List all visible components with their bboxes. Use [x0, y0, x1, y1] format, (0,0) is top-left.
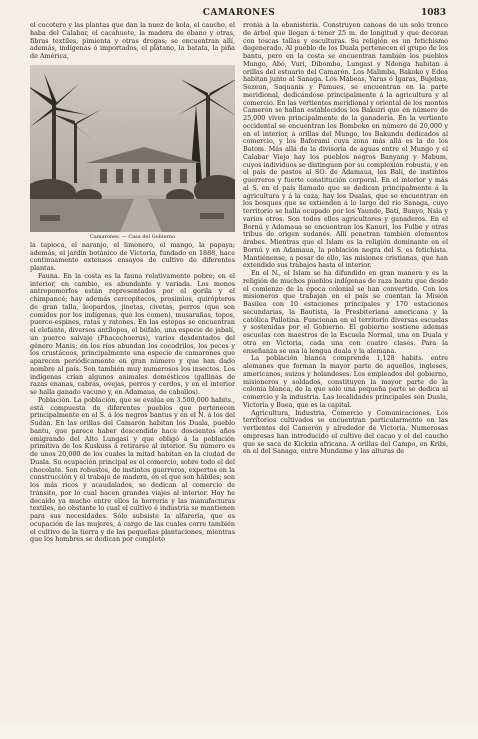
right-column [243, 22, 448, 722]
paragraph: la tapioca, el naranjo, el limonero, el mango, la papaya; además, el jardín botánico de Victoria, fundado en 1888, hace continuamente extensos ensayos de cultivo de diferentes plantas. [30, 240, 235, 272]
paragraph: En el N., el Islam se ha difundido en gran manera y es la religión de muchos pueblos indígenas de raza bantu que desde el comienzo de la época colonial se han convertido. Con los misioneros que trabajan en el país se cuentan la Misión Basilea con 10 estaciones principales y 170 estaciones secundarias, la Bautista, la Presbiteriana americana y la católica Pallotina. Funcionan en el territorio diversas escuelas y sostenidas por el Gobierno. El gobierno sostiene además escuelas con maestros de la Escuela Normal, una en Duala y otra en Victoria, cada una con cuatro clases. Para la enseñanza se usa la lengua duala y la alemana. [243, 269, 448, 355]
page-header [0, 8, 478, 22]
paragraph: Fauna. En la costa es la fauna relativamente pobre; en el interior, en cambio, es abundante y variada. Los monos antropomorfos están representados por el gorila y el chimpancé; hay además cercopitecos, prosimios, quirópteros de gran talla, leopardos, jinetas, civetas, perros (que son comidos por los indígenas, que los comen), musarañas, topos, puerco-espines, ratas y ratones. En las estepas se encuentran el elefante, diversos antílopes, el búfalo, una especie de jabalí, un puerco salvaje (Phacochoerus), varios desdentados del género Manis; en los ríos abundan los cocodrilos, los peces y los crustáceos, principalmente una especie de camarones que aparecen periódicamente en gran número y que han dado nombre al país. Son también muy numerosos los insectos. Los indígenas crían algunos animales domésticos (gallinas de razas enanas, cabras, ovejas, perros y cerdos, y en el interior se halla ganado vacuno y, en Adamaua, de caballos). [30, 271, 235, 396]
left-column [30, 22, 235, 722]
paragraph: Agricultura, Industria, Comercio y Comunicaciones. Los territorios cultivados se encuentran particularmente en las vertientes del Camerón y alrededor de Victoria. Numerosas empresas han introducido el cultivo del cacao y el del caucho que se saca de Kickxia africana. A orillas del Campo, en Kribi, en el del Sanaga, entre Mundame y las alturas de [243, 408, 448, 456]
running-title: CAMARONES [202, 8, 276, 18]
paragraph: La población blanca comprende 1,128 habits. entre alemanes que forman la mayor parte de aquellos, ingleses, americanos, suizos y holandeses. Los empleados del gobierno, misioneros y soldados, constituyen la mayor parte de la colonia blanca, de la que sólo una pequeña parte se dedica al comercio y la industria. Las localidades principales son Duala, Victoria y Buea, que es la capital. [243, 354, 448, 409]
paragraph: Población. La población, que se evalúa en 3.500,000 habits., está compuesta de diferentes pueblos que pertenecen principalmente en el S. á los negros bantus y en el N. á los del Sudán. En las orillas del Camarón habitan los Duala, pueblo bantu, que parece haber descendido hace doscientos años emigrando del Alto Lungasi y que obligó á la población primitiva de los Kuskuss á retirarse al interior. Su número es de unos 20,000 de los cuales la mitad habitan en la ciudad de Duala. Su ocupación principal es el comercio, sobre todo el del chocolate. Son robustos, de instintos guerreros, expertos en la construcción y el trabajo de madera, en el que son hábiles; son los más ricos y acaudalados, se dedican al comercio de tránsito, por lo cual hacen grandes viajes al interior. Hoy he decaído ya mucho entre ellos la herrería y las manufacturas textiles, no obstante lo cual el cultivo é industria se mantienen para sus necesidades. Sólo subsiste la alfarería, que es ocupación de las mujeres, á cargo de las cuales corre también el cultivo de la tierra y de las pequeñas plantaciones, mientras que los hombres se dedican por completo [30, 395, 235, 544]
bottom-margin [0, 723, 478, 739]
paragraph: el cocotero y las plantas que dan la nuez de kola, el caucho, el haba del Calabar, el cacahuete, la madera de ébano y otras, fibras textiles, pimienta y otras drogas; se encuentran allí, además, indígenas ó importados, el plátano, la batata, la piña de América, [30, 22, 235, 60]
photo-illustration [30, 65, 235, 232]
government-house-photo [30, 65, 235, 232]
paragraph: rronia á la ebanistería. Construyen canoas de un solo tronco de árbol que llegan á tener 25 m. de longitud y que decoran con toscas tallas y esculturas. Su religión es un fetichismo degenerado. Al pueblo de los Duala pertenecen el grupo de los bantu, pero en la costa se encuentran también los pueblos Mungo, Abó, Vuri, Dibombo, Lungasi y Ndonga habitan á orillas del estuario del Camarón. Los Malimba, Bakoko y Edea habitan junto al Sanaga. Los Mabeas, Yaras ó Igaras, Bujebas, Sezeun, Saquanis y Pamues, se encuentran en la parte meridional, dedicándose principalmente á la agricultura y al comercio. En las vertientes meridional y oriental de los montes Camerón se hallan establecidos los Bakuiri que en número de 25,000 viven principalmente de la ganadería. En la vertiente occidental se encuentran los Bomboko en número de 20,000 y en el interior, á orillas del Mungo, los Bakundu dedicados al comercio, y los Baforami cuya zona más allá es la de los Batom. Más allá de la divisoria de aguas entre el Mungo y el Calabar Viejo hay los pueblos negros Banyang y Mabum, cuyos individuos se distinguen por su complexión robusta, y en el país de pastos al SO. de Adamaua, los Balí, de instintos guerreros y fuerte constitución corporal. En el interior y más al S. en el país llamado que se dedican principalmente á la agricultura y á la caza, hay los Dualas, que se encuentran en los bosques que se extienden á lo largo del río Sanaga, cuyo territorio se halla ocupado por los Yaunde, Bati, Banyo, Nsla y varios otros. Son todos ellos agricultores y ganaderos. En el Bornú y Adamaua se encuentran los Kanuri, los Fulbe y otras tribus de origen sudanés. Allí penetran también elementos árabes. Mientras que el Islam es la religión dominante en el Bornú y en Adamaua, la población negra del S. es fetichista. Mantiénense, a pesar de ello, las misiones cristianas, que han extendido sus trabajos hasta el interior. [243, 22, 448, 270]
figure-caption: Camarones. — Casa del Gobierno [89, 233, 176, 240]
page-number: 1083 [420, 8, 446, 18]
